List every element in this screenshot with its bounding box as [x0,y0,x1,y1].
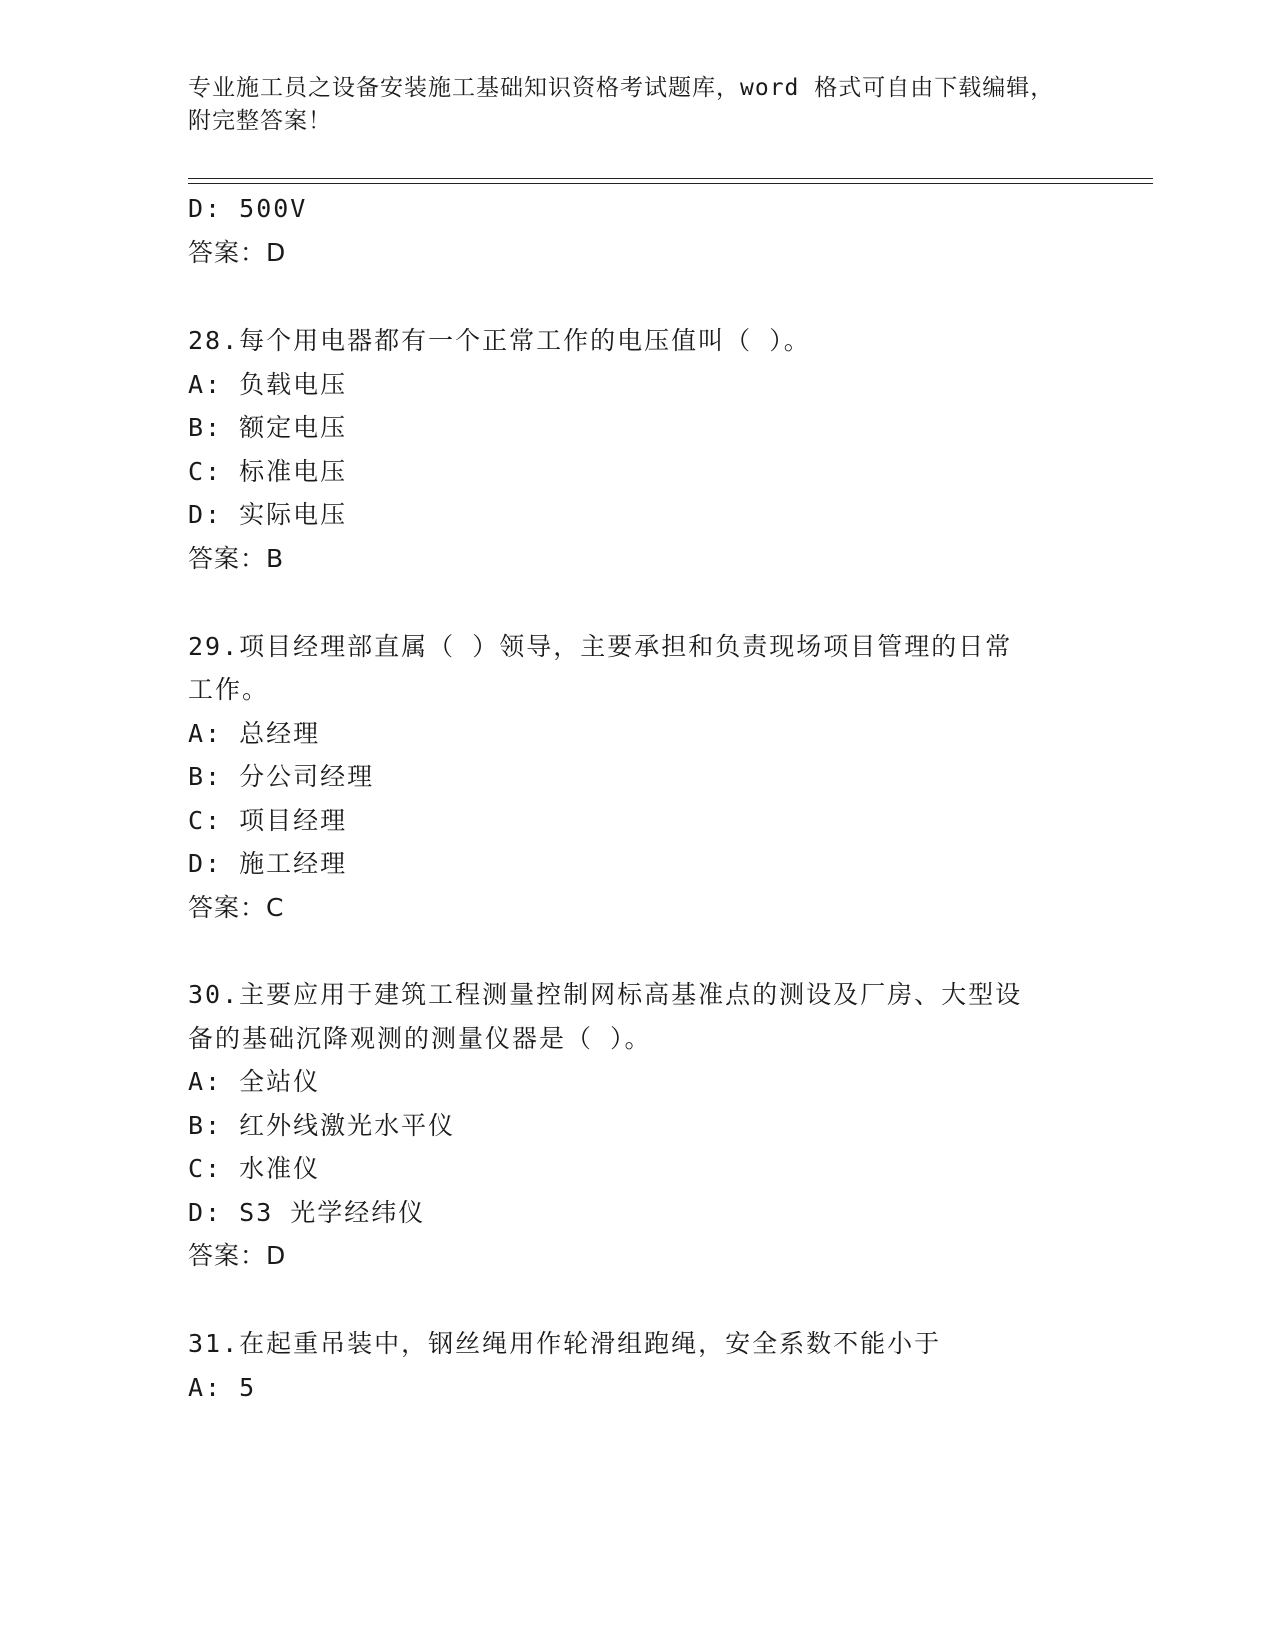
q30-answer: 答案：D [188,1241,287,1270]
q28-option-a: A: 负载电压 [188,370,348,399]
q28-option-c: C: 标准电压 [188,457,348,486]
q30-option-a: A: 全站仪 [188,1067,321,1096]
q29-option-d: D: 施工经理 [188,849,348,878]
q30-option-c: C: 水准仪 [188,1154,321,1183]
q28-option-d: D: 实际电压 [188,500,348,529]
q29-stem-line-2: 工作。 [188,675,270,704]
prev-option-d: D: 500V [188,194,308,223]
header-line-1: 专业施工员之设备安装施工基础知识资格考试题库，word 格式可自由下载编辑， [188,75,1055,101]
q30-option-d: D: S3 光学经纬仪 [188,1198,426,1227]
q29-stem-line-1: 29.项目经理部直属（ ）领导，主要承担和负责现场项目管理的日常 [188,632,1013,661]
prev-answer: 答案：D [188,238,287,267]
header-divider-bottom [188,183,1153,184]
q31-option-a: A: 5 [188,1373,257,1402]
q29-option-c: C: 项目经理 [188,806,348,835]
document-header [188,72,1088,138]
q29-answer: 答案：C [188,893,285,922]
header-line-2: 附完整答案！ [188,108,332,134]
q29-option-a: A: 总经理 [188,719,321,748]
q30-option-b: B: 红外线激光水平仪 [188,1111,456,1140]
q30-stem-line-1: 30.主要应用于建筑工程测量控制网标高基准点的测设及厂房、大型设 [188,980,1023,1009]
q28-answer: 答案：B [188,544,285,573]
header-divider-top [188,178,1153,179]
q29-option-b: B: 分公司经理 [188,762,375,791]
q28-stem: 28.每个用电器都有一个正常工作的电压值叫（ ）。 [188,326,811,355]
q30-stem-line-2: 备的基础沉降观测的测量仪器是（ ）。 [188,1024,652,1053]
q31-stem: 31.在起重吊装中，钢丝绳用作轮滑组跑绳，安全系数不能小于 [188,1329,942,1358]
q28-option-b: B: 额定电压 [188,413,348,442]
